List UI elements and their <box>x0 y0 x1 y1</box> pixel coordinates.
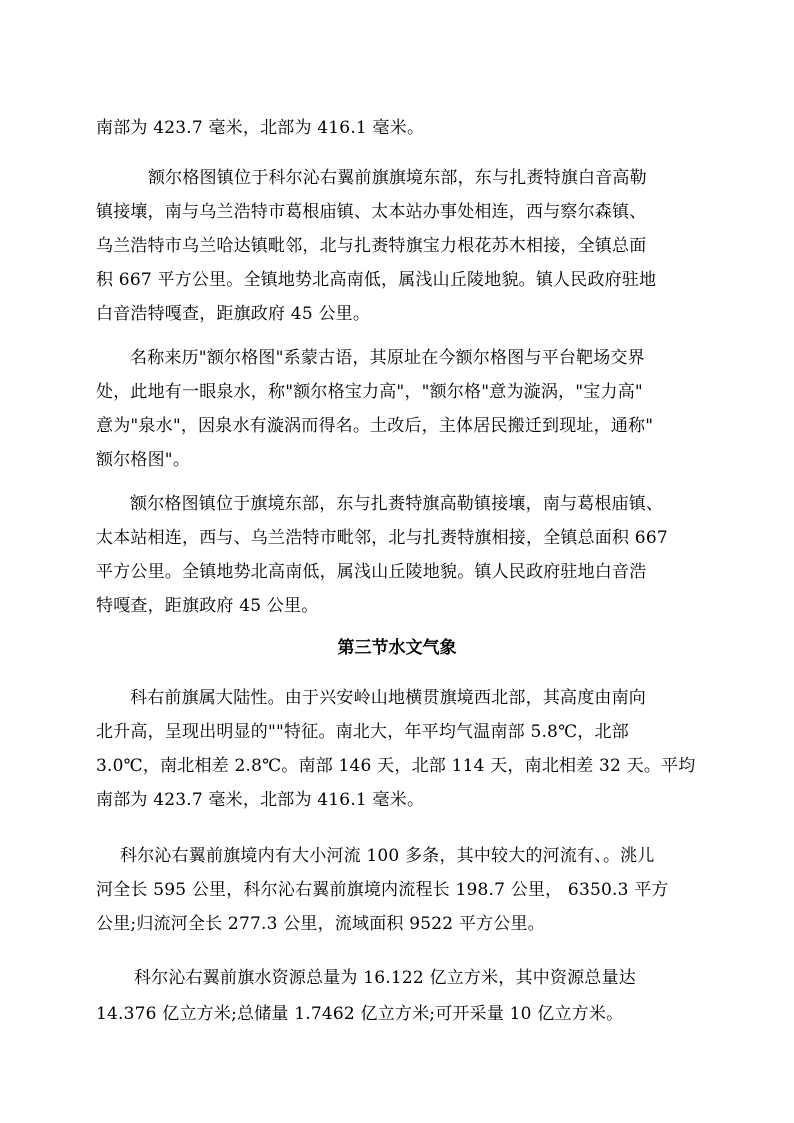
text-line: 乌兰浩特市乌兰哈达镇毗邻，北与扎赉特旗宝力根花苏木相接，全镇总面 <box>96 236 647 256</box>
text-line: 积 667 平方公里。全镇地势北高南低，属浅山丘陵地貌。镇人民政府驻地 <box>96 270 657 290</box>
text-line: 处，此地有一眼泉水，称"额尔格宝力高"，"额尔格"意为漩涡，"宝力高" <box>96 382 643 402</box>
text-line: 额尔格图"。 <box>96 450 191 470</box>
text-line: 白音浩特嘎查，距旗政府 45 公里。 <box>96 304 371 324</box>
text-line: 意为"泉水"，因泉水有漩涡而得名。土改后，主体居民搬迁到现址，通称" <box>96 416 654 436</box>
text-line: 河全长 595 公里，科尔沁右翼前旗境内流程长 198.7 公里， 6350.3 平方 <box>96 880 669 900</box>
text-line: 公里;归流河全长 277.3 公里，流域面积 9522 平方公里。 <box>96 914 545 934</box>
text-line: 科右前旗属大陆性。由于兴安岭山地横贯旗境西北部，其高度由南向 <box>130 688 646 708</box>
text-line: 额尔格图镇位于科尔沁右翼前旗旗境东部，东与扎赉特旗白音高勒 <box>148 168 647 188</box>
text-line: 14.376 亿立方米;总储量 1.7462 亿立方米;可开采量 10 亿立方米。 <box>96 1004 624 1024</box>
text-line: 北升高，呈现出明显的""特征。南北大，年平均气温南部 5.8℃，北部 <box>96 722 629 742</box>
text-line: 南部为 423.7 毫米，北部为 416.1 毫米。 <box>96 790 425 810</box>
text-line: 科尔沁右翼前旗水资源总量为 16.122 亿立方米，其中资源总量达 <box>134 968 636 988</box>
text-line: 额尔格图镇位于旗境东部，东与扎赉特旗高勒镇接壤，南与葛根庙镇、 <box>130 494 664 514</box>
section-heading: 第三节水文气象 <box>337 638 457 658</box>
text-line: 特嘎查，距旗政府 45 公里。 <box>96 596 319 616</box>
text-line: 科尔沁右翼前旗境内有大小河流 100 多条，其中较大的河流有、。洮儿 <box>120 846 655 866</box>
text-line: 名称来历"额尔格图"系蒙古语，其原址在今额尔格图与平台靶场交界 <box>130 348 645 368</box>
text-line: 3.0℃，南北相差 2.8℃。南部 146 天，北部 114 天，南北相差 32 天。平均 <box>96 756 696 776</box>
text-line: 平方公里。全镇地势北高南低，属浅山丘陵地貌。镇人民政府驻地白音浩 <box>96 562 647 582</box>
text-line: 南部为 423.7 毫米，北部为 416.1 毫米。 <box>96 118 425 138</box>
text-line: 太本站相连，西与、乌兰浩特市毗邻，北与扎赉特旗相接，全镇总面积 667 <box>96 528 668 548</box>
text-line: 镇接壤，南与乌兰浩特市葛根庙镇、太本站办事处相连，西与察尔森镇、 <box>96 202 647 222</box>
